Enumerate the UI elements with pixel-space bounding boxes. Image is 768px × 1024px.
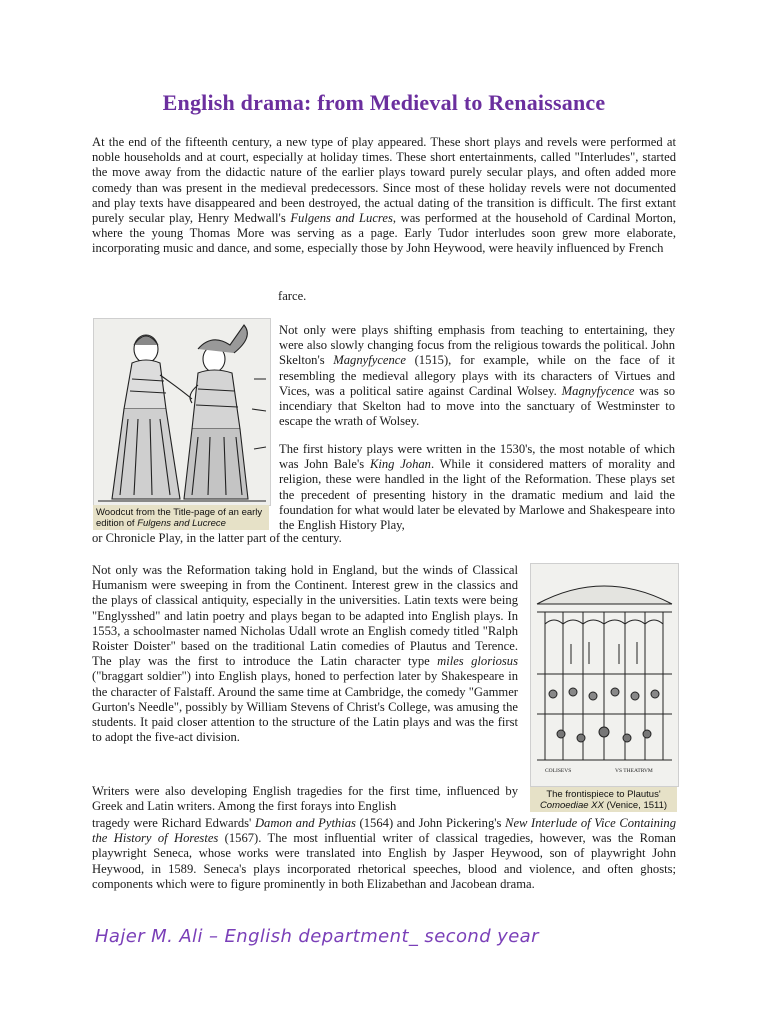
paragraph-skelton: Not only were plays shifting emphasis from teaching to entertaining, they were also slowly changing focus from the religious towards the political. John Skelton's Magnyfycence (1515), for example, while on the face of it resembling the medieval allegory plays with its characters of Virtues and Vices, was a political satire against Cardinal Wolsey. Magnyfycence was so incendiary that Skelton had to move into the sanctuary of Westminster to escape the wrath of Wolsey. <box>279 323 675 429</box>
paragraph-tragedies-lead: Writers were also developing English tragedies for the first time, influenced by Greek and Latin writers. Among the first forays into English <box>92 784 518 814</box>
woodcut-illustration-icon <box>94 319 270 505</box>
theatre-engraving-icon <box>531 564 678 786</box>
paragraph-tragedies: tragedy were Richard Edwards' Damon and Pythias (1564) and John Pickering's New Interlude of Vice Containing the History of Horestes (1567). The most influential writer of classical tragedies, however, was the Roman playwright Seneca, whose works were translated into English by Jasper Heywood, son of playwright John Heywood, in 1589. Seneca's plays incorporated rhetorical speeches, blood and violence, and often ghosts; components which were to figure prominently in both Elizabethan and Jacobean drama. <box>92 816 677 891</box>
woodcut-figure <box>93 318 271 506</box>
paragraph-history-plays: The first history plays were written in the 1530's, the most notable of which was John Bale's King Johan. While it considered matters of morality and religion, these were handled in the light of the Reformation. These plays set the precedent of presenting history in the dramatic medium and laid the foundation for what would later be elevated by Marlowe and Shakespeare into the English History Play, <box>279 442 676 533</box>
paragraph-history-plays-tail: or Chronicle Play, in the latter part of the century. <box>92 531 342 545</box>
inscription-left: COLISEVS <box>545 768 572 774</box>
plautus-frontispiece-figure <box>530 563 679 787</box>
paragraph-humanism: Not only was the Reformation taking hold in England, but the winds of Classical Humanism were sweeping in from the Continent. Interest grew in the classics and the plays of classical antiquity, especially in the universities. Latin texts were being "Englysshed" and latin poetry and plays began to be adapted into English plays. In 1553, a schoolmaster named Nicholas Udall wrote an English comedy titled "Ralph Roister Doister" based on the traditional Latin comedies of Plautus and Terence. The play was the first to introduce the Latin character type miles gloriosus ("braggart soldier") into English plays, honed to perfection later by Shakespeare in the character of Falstaff. Around the same time at Cambridge, the comedy "Gammer Gurton's Needle", possibly by William Stevens of Christ's College, was amusing the students. It paid closer attention to the structure of the Latin plays and was the first to adopt the five-act division. <box>92 563 518 745</box>
frontispiece-caption: The frontispiece to Plautus' Comoediae XX (Venice, 1511) <box>530 787 677 812</box>
paragraph-interludes-tail: farce. <box>278 289 307 303</box>
page-title: English drama: from Medieval to Renaissance <box>162 90 606 115</box>
inscription-right: VS THEATRVM <box>615 768 653 774</box>
paragraph-interludes: At the end of the fifteenth century, a new type of play appeared. These short plays and revels were performed at noble households and at court, especially at holiday times. These short entertainments, called "Interludes", started the move away from the didactic nature of the earlier plays toward purely secular plays, and often added more comedy than was present in the medieval predecessors. Since most of these holiday revels were not documented and play texts have disappeared and been destroyed, the actual dating of the transition is difficult. The first extant purely secular play, Henry Medwall's Fulgens and Lucres, was performed at the household of Cardinal Morton, where the young Thomas More was serving as a page. Early Tudor interludes soon grew more elaborate, incorporating music and dance, and some, especially those by John Heywood, were heavily influenced by French <box>92 135 677 256</box>
woodcut-caption: Woodcut from the Title-page of an early edition of Fulgens and Lucrece <box>93 505 269 530</box>
author-footer: Hajer M. Ali – English department_ second year <box>95 926 539 947</box>
